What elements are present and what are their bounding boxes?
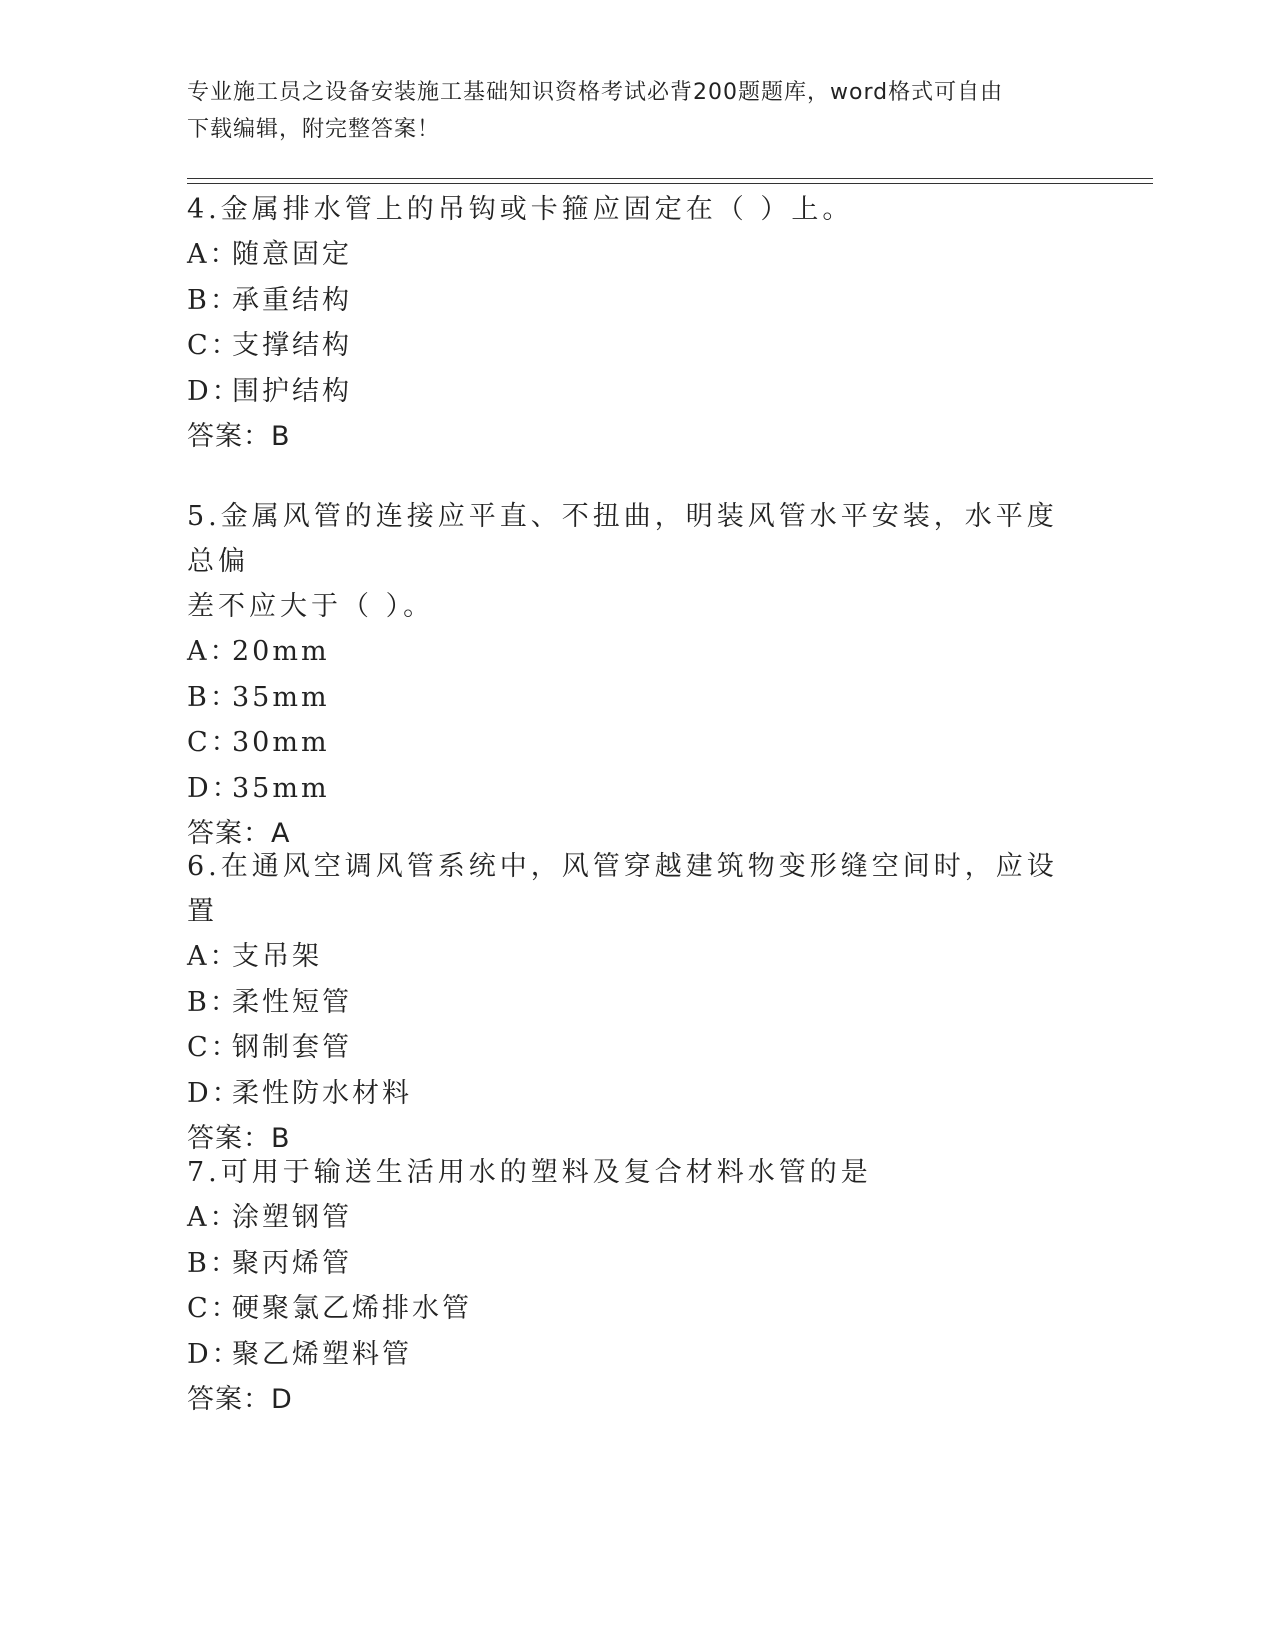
option-c bbox=[187, 1025, 1087, 1071]
option-text: 支吊架 bbox=[232, 941, 322, 972]
option-a bbox=[187, 232, 1087, 278]
option-a bbox=[187, 1195, 1087, 1241]
option-b bbox=[187, 980, 1087, 1026]
option-text: 35mm bbox=[232, 681, 330, 713]
question-5 bbox=[187, 494, 1087, 857]
option-letter: C： bbox=[187, 1293, 241, 1324]
option-letter: D： bbox=[187, 1338, 242, 1370]
option-text: 钢制套管 bbox=[232, 1032, 352, 1063]
option-letter: A： bbox=[187, 941, 240, 972]
header-line-1: 专业施工员之设备安装施工基础知识资格考试必背200题题库，word格式可自由 bbox=[187, 80, 1004, 105]
option-letter: B： bbox=[187, 986, 240, 1018]
question-stem: 4.金属排水管上的吊钩或卡箍应固定在（ ）上。 bbox=[187, 194, 854, 225]
header-divider-top bbox=[187, 178, 1153, 179]
option-c bbox=[187, 720, 1087, 766]
option-c bbox=[187, 323, 1087, 369]
answer-label: 答案：D bbox=[187, 1384, 293, 1415]
question-stem: 6.在通风空调风管系统中，风管穿越建筑物变形缝空间时，应设置 bbox=[187, 851, 1058, 927]
question-7 bbox=[187, 1150, 1087, 1423]
option-text: 柔性防水材料 bbox=[232, 1077, 412, 1109]
option-letter: C： bbox=[187, 727, 241, 758]
question-stem-continued: 差不应大于（ ）。 bbox=[187, 591, 435, 622]
question-4 bbox=[187, 187, 1087, 460]
option-letter: C： bbox=[187, 1032, 241, 1063]
option-d bbox=[187, 766, 1087, 812]
answer-label: 答案：B bbox=[187, 1123, 291, 1154]
document-header bbox=[187, 74, 1067, 148]
question-stem: 7.可用于输送生活用水的塑料及复合材料水管的是 bbox=[187, 1157, 872, 1188]
option-b bbox=[187, 278, 1087, 324]
option-letter: A： bbox=[187, 1202, 240, 1233]
option-letter: D： bbox=[187, 772, 242, 804]
option-text: 柔性短管 bbox=[232, 986, 352, 1018]
option-text: 聚丙烯管 bbox=[232, 1247, 352, 1279]
option-b bbox=[187, 675, 1087, 721]
answer-label: 答案：A bbox=[187, 818, 291, 849]
option-text: 随意固定 bbox=[232, 239, 352, 270]
header-divider-bottom bbox=[187, 183, 1153, 184]
option-text: 35mm bbox=[232, 772, 330, 804]
option-d bbox=[187, 1071, 1087, 1117]
option-text: 聚乙烯塑料管 bbox=[232, 1338, 412, 1370]
option-b bbox=[187, 1241, 1087, 1287]
option-d bbox=[187, 1332, 1087, 1378]
option-c bbox=[187, 1286, 1087, 1332]
option-letter: C： bbox=[187, 330, 241, 361]
option-text: 20mm bbox=[232, 636, 330, 667]
question-6 bbox=[187, 844, 1087, 1162]
option-a bbox=[187, 629, 1087, 675]
option-letter: B： bbox=[187, 681, 240, 713]
option-letter: D： bbox=[187, 375, 242, 407]
option-text: 硬聚氯乙烯排水管 bbox=[232, 1293, 472, 1324]
option-letter: D： bbox=[187, 1077, 242, 1109]
option-text: 支撑结构 bbox=[232, 330, 352, 361]
option-letter: B： bbox=[187, 284, 240, 316]
option-a bbox=[187, 934, 1087, 980]
option-d bbox=[187, 369, 1087, 415]
option-letter: B： bbox=[187, 1247, 240, 1279]
option-text: 涂塑钢管 bbox=[232, 1202, 352, 1233]
option-letter: A： bbox=[187, 636, 240, 667]
question-stem: 5.金属风管的连接应平直、不扭曲，明装风管水平安装，水平度总偏 bbox=[187, 501, 1058, 577]
option-text: 围护结构 bbox=[232, 375, 352, 407]
option-text: 30mm bbox=[232, 727, 330, 758]
option-text: 承重结构 bbox=[232, 284, 352, 316]
answer-label: 答案：B bbox=[187, 421, 291, 452]
header-line-2: 下载编辑，附完整答案！ bbox=[187, 117, 441, 142]
option-letter: A： bbox=[187, 239, 240, 270]
